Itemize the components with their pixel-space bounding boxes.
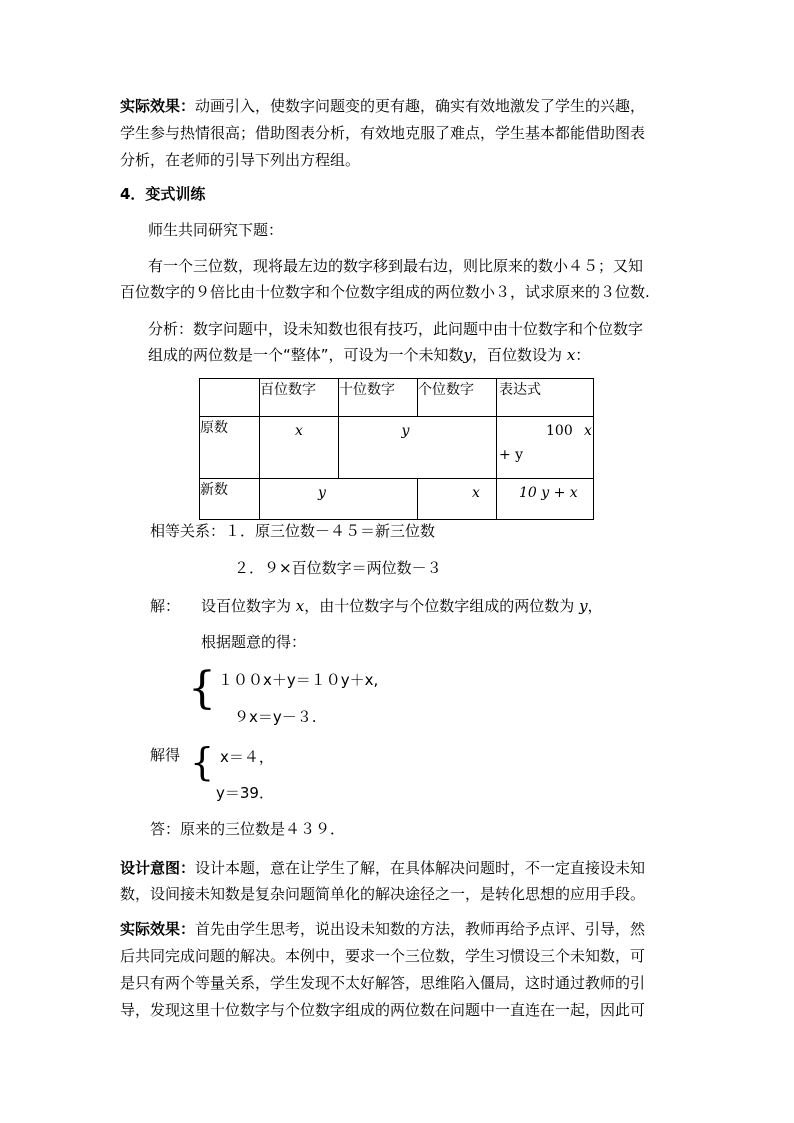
relation-label: 相等关系： [150,522,226,540]
expr-variable-x: x [584,423,592,439]
effect-label: 实际效果： [120,97,196,115]
solution-line-2: 根据题意的得： [201,633,307,651]
table-corner-cell [200,379,260,417]
effect-paragraph-2-line-1: 实际效果：首先由学生思考，说出设未知数的方法，教师再给予点评、引导，然 [120,920,646,938]
relation-line-1: 相等关系：１．原三位数－４５＝新三位数 [150,522,436,540]
expr-coefficient: 100 [546,423,573,439]
expression-cell [497,417,594,479]
new-expression-cell: 10 y + x [497,479,594,520]
row-label-cell: 新数 [200,479,260,520]
design-label: 设计意图： [120,859,196,877]
new-two-digit-cell: y [260,479,418,520]
effect-paragraph-1-line-3: 分析，在老师的引导下列出方程组。 [120,151,361,169]
left-brace-icon: { [190,740,215,784]
number-table [199,378,594,520]
row-label-cell: 原数 [200,417,260,479]
problem-line-1: 有一个三位数，现将最左边的数字移到最右边，则比原来的数小４５；又知 [148,257,644,275]
table-header-cell: 百位数字 [260,379,339,417]
effect-paragraph-2-line-4: 导，发现这里十位数字与个位数字组成的两位数在问题中一直连在一起，因此可 [120,1001,646,1019]
new-ones-cell: x [418,479,497,520]
hundreds-cell: x [260,417,339,479]
problem-line-2: 百位数字的９倍比由十位数字和个位数字组成的两位数小３，试求原来的３位数. [120,283,650,301]
answer-line: 答：原来的三位数是４３９． [150,820,346,838]
effect-paragraph-1-line-1: 实际效果：动画引入，使数字问题变的更有趣，确实有效地激发了学生的兴趣， [120,97,646,115]
design-line-1: 设计意图：设计本题，意在让学生了解，在具体解决问题时，不一定直接设未知 [120,859,646,877]
table-row-new [200,479,594,520]
equation-2: ９x＝y－３. [234,708,317,726]
effect-paragraph-1-line-2: 学生参与热情很高；借助图表分析，有效地克服了难点，学生基本都能借助图表 [120,124,646,142]
table-header-cell: 表达式 [497,379,594,417]
solution-label: 解： [150,597,181,615]
table-header-row [200,379,594,417]
table-header-cell: 个位数字 [418,379,497,417]
left-brace-icon: { [188,663,216,714]
analysis-line-2: 组成的两位数是一个“整体”，可设为一个未知数y，百位数设为 x： [148,346,591,364]
intro-text: 师生共同研究下题： [148,221,284,239]
expr-plus-y: + y [499,447,524,463]
effect-label: 实际效果： [120,920,196,938]
analysis-line-1: 分析：数字问题中，设未知数也很有技巧，此问题中由十位数字和个位数字 [148,320,644,338]
result-line-1: x＝４， [220,748,274,766]
relation-line-2: ２．９×百位数字＝两位数－３ [234,559,442,577]
effect-paragraph-2-line-3: 是只有两个等量关系，学生发现不太好解答，思维陷入僵局，这时通过教师的引 [120,974,646,992]
table-row-original [200,417,594,479]
design-line-2: 数，设间接未知数是复杂问题简单化的解决途径之一，是转化思想的应用手段。 [120,885,646,903]
two-digit-cell: y [339,417,497,479]
result-line-2: y＝39． [216,784,274,802]
table-header-cell: 十位数字 [339,379,418,417]
section-heading: 4．变式训练 [120,185,206,203]
equation-1: １００x＋y＝１０y＋x, [218,671,379,689]
effect-paragraph-2-line-2: 后共同完成问题的解决。本例中，要求一个三位数，学生习惯设三个未知数，可 [120,947,646,965]
solution-line-1: 设百位数字为 x，由十位数字与个位数字组成的两位数为 y， [201,597,603,615]
result-label: 解得 [150,746,181,764]
